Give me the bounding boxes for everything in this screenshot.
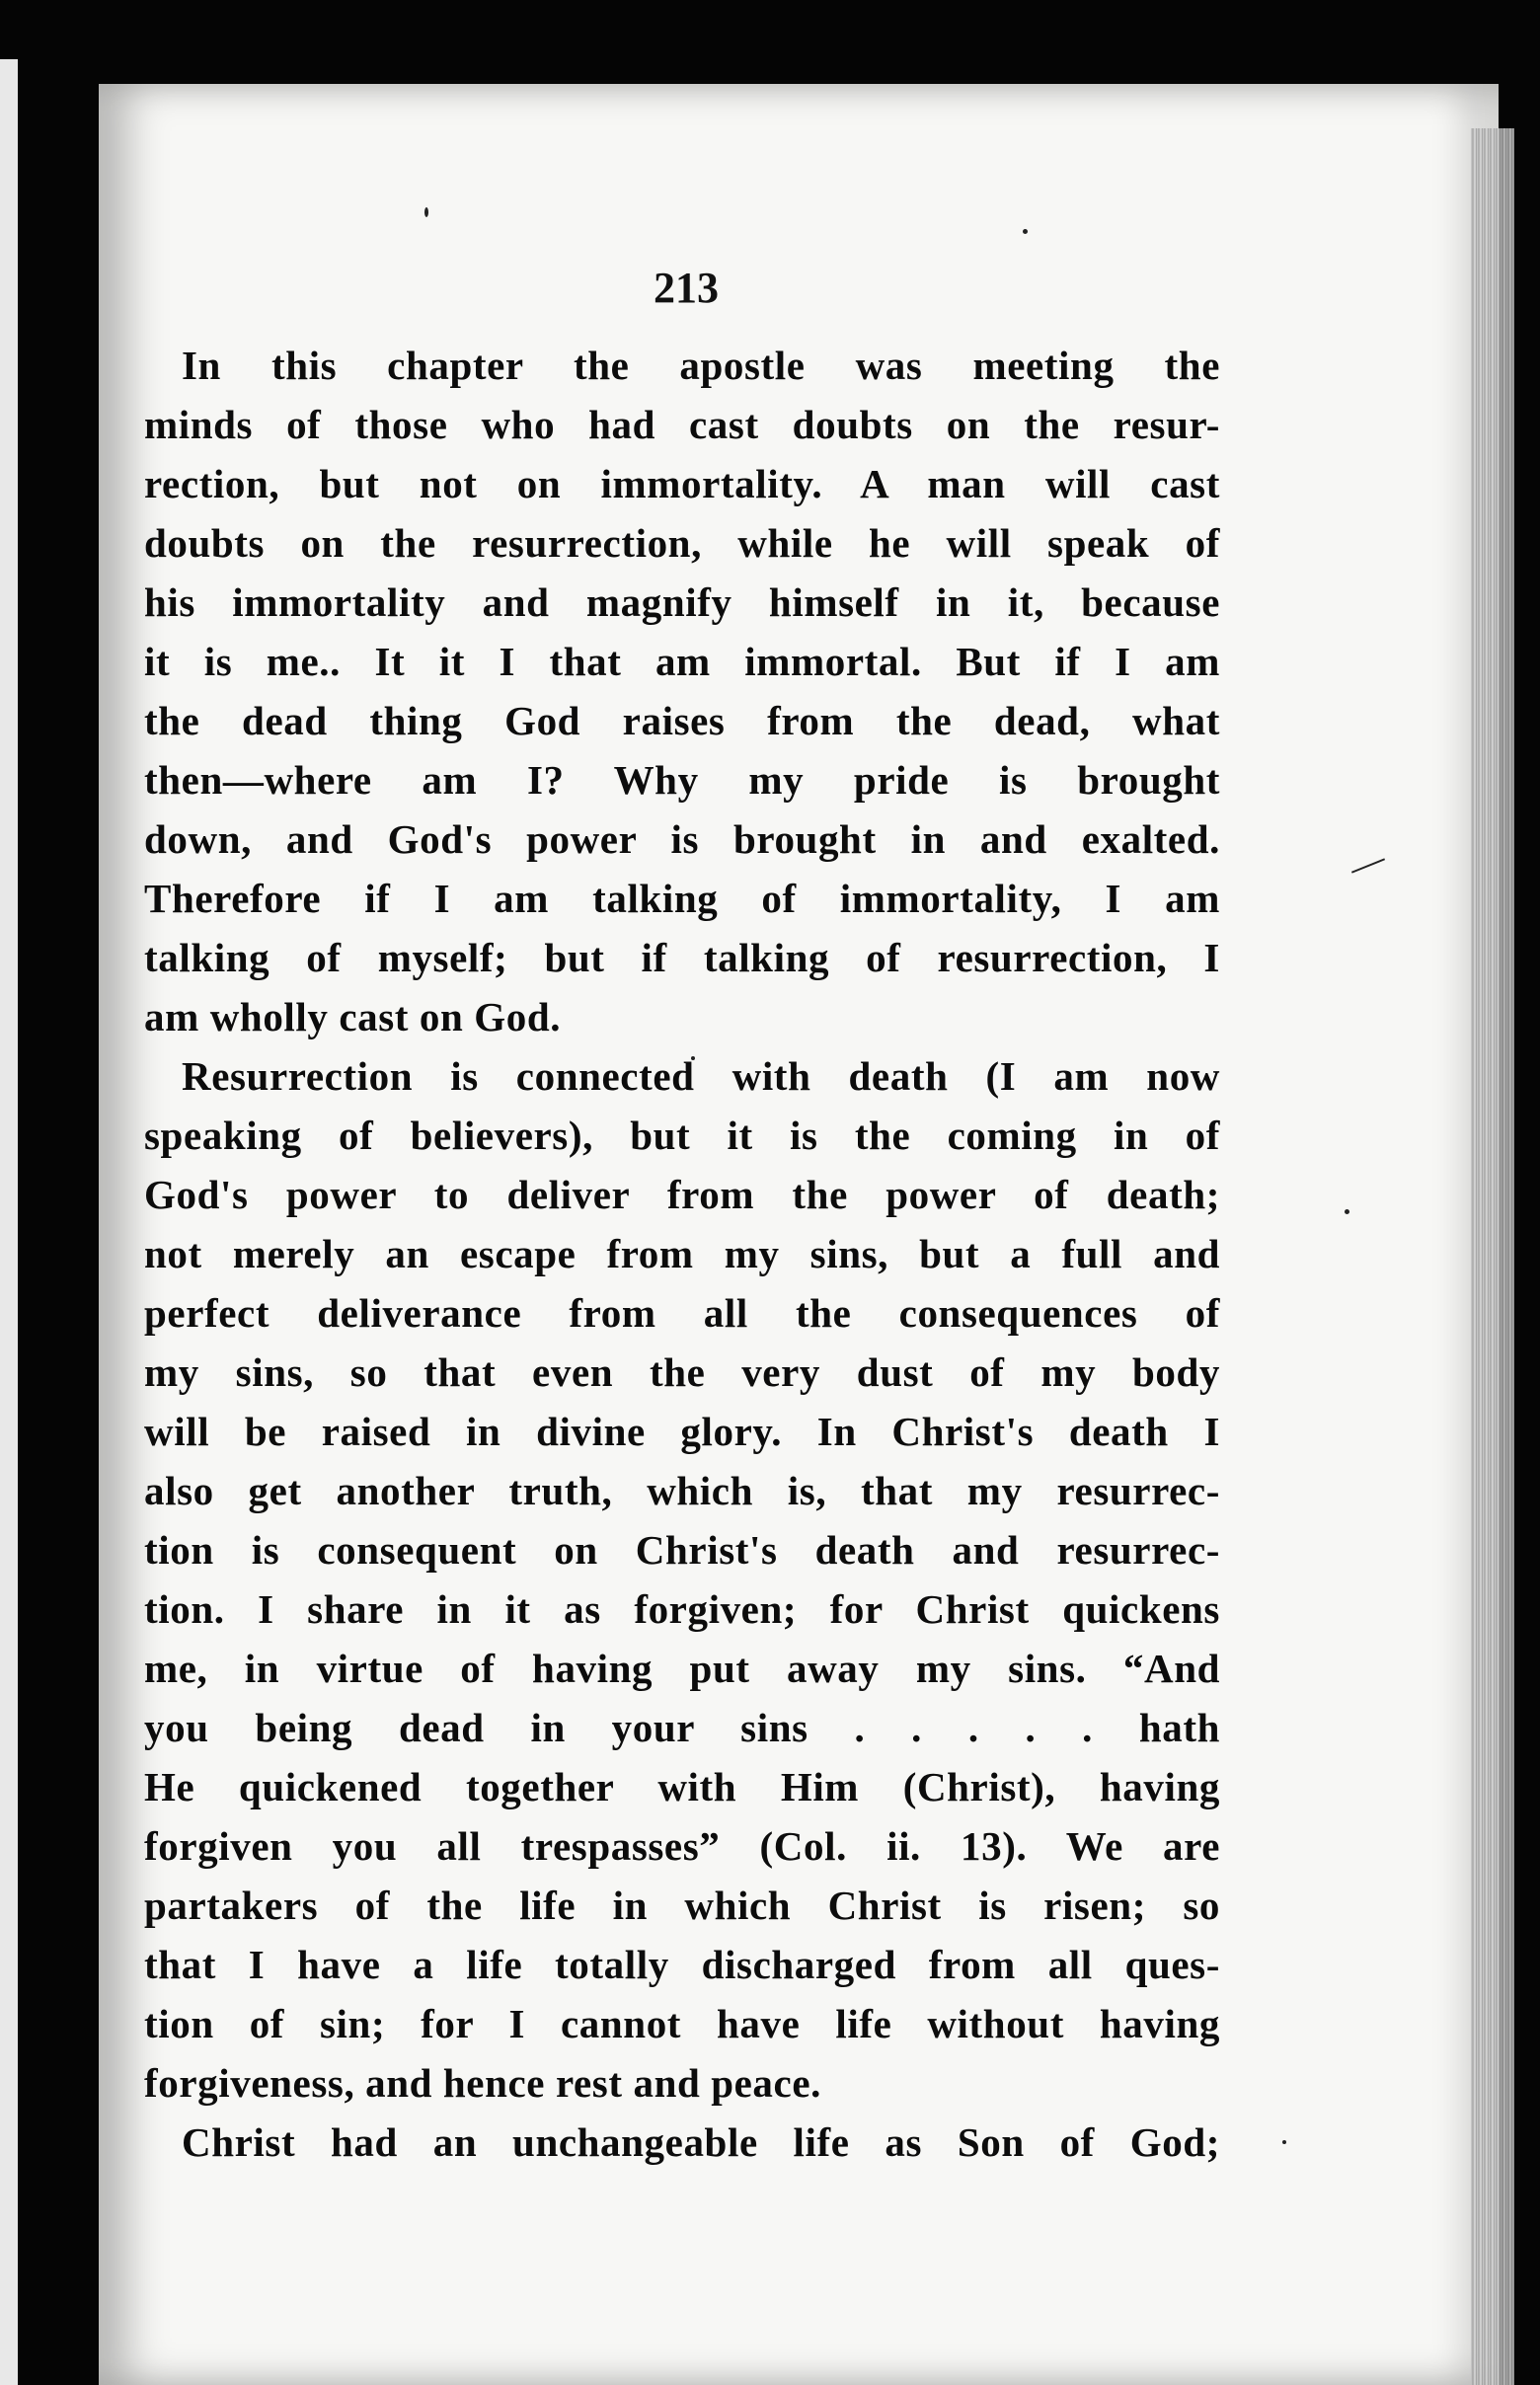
text-line: He quickened together with Him (Christ), having xyxy=(144,1764,1220,1809)
text-line: forgiven you all trespasses” (Col. ii. 13). We are xyxy=(144,1823,1220,1869)
text-line: God's power to deliver from the power of death; xyxy=(144,1172,1220,1217)
text-line: will be raised in divine glory. In Christ's death I xyxy=(144,1409,1220,1454)
text-line: tion. I share in it as forgiven; for Christ quickens xyxy=(144,1586,1220,1632)
text-line: rection, but not on immortality. A man will cast xyxy=(144,461,1220,506)
text-line: the dead thing God raises from the dead, what xyxy=(144,698,1220,743)
page-number: 213 xyxy=(654,264,719,312)
text-line: that I have a life totally discharged from all ques- xyxy=(144,1942,1220,1987)
text-line: talking of myself; but if talking of resurrection, I xyxy=(144,935,1220,980)
text-line: perfect deliverance from all the consequences of xyxy=(144,1290,1220,1336)
adjacent-page-edge xyxy=(0,59,18,2385)
text-line: you being dead in your sins . . . . . hath xyxy=(144,1705,1220,1750)
text-line: Christ had an unchangeable life as Son of God; xyxy=(182,2119,1220,2165)
text-line: am wholly cast on God. xyxy=(144,994,562,1039)
text-line: Resurrection is connected with death (I am now xyxy=(182,1053,1220,1099)
text-line: tion is consequent on Christ's death and resurrec- xyxy=(144,1527,1220,1573)
text-line: Therefore if I am talking of immortality, I am xyxy=(144,876,1220,921)
text-line: speaking of believers), but it is the coming in of xyxy=(144,1113,1220,1158)
text-line: forgiveness, and hence rest and peace. xyxy=(144,2060,821,2106)
text-line: minds of those who had cast doubts on the resur- xyxy=(144,402,1220,447)
text-line: down, and God's power is brought in and exalted. xyxy=(144,816,1220,862)
text-line: it is me.. It it I that am immortal. But if I am xyxy=(144,639,1220,684)
text-line: not merely an escape from my sins, but a full and xyxy=(144,1231,1220,1276)
text-line: tion of sin; for I cannot have life without having xyxy=(144,2001,1220,2046)
text-line: In this chapter the apostle was meeting the xyxy=(182,343,1220,388)
text-line: then—where am I? Why my pride is brought xyxy=(144,757,1220,803)
text-line: also get another truth, which is, that my resurrec- xyxy=(144,1468,1220,1513)
scan-speck xyxy=(424,207,428,217)
scan-speck xyxy=(1345,1209,1349,1214)
text-line: doubts on the resurrection, while he will speak of xyxy=(144,520,1220,566)
text-line: partakers of the life in which Christ is risen; so xyxy=(144,1883,1220,1928)
page-stack-edge xyxy=(1471,128,1514,2385)
text-line: my sins, so that even the very dust of my body xyxy=(144,1349,1220,1395)
scan-speck xyxy=(1023,229,1028,234)
text-line: his immortality and magnify himself in it, because xyxy=(144,579,1220,625)
body-text xyxy=(144,336,1220,2172)
scan-speck xyxy=(1282,2140,1286,2144)
text-line: me, in virtue of having put away my sins. “And xyxy=(144,1646,1220,1691)
